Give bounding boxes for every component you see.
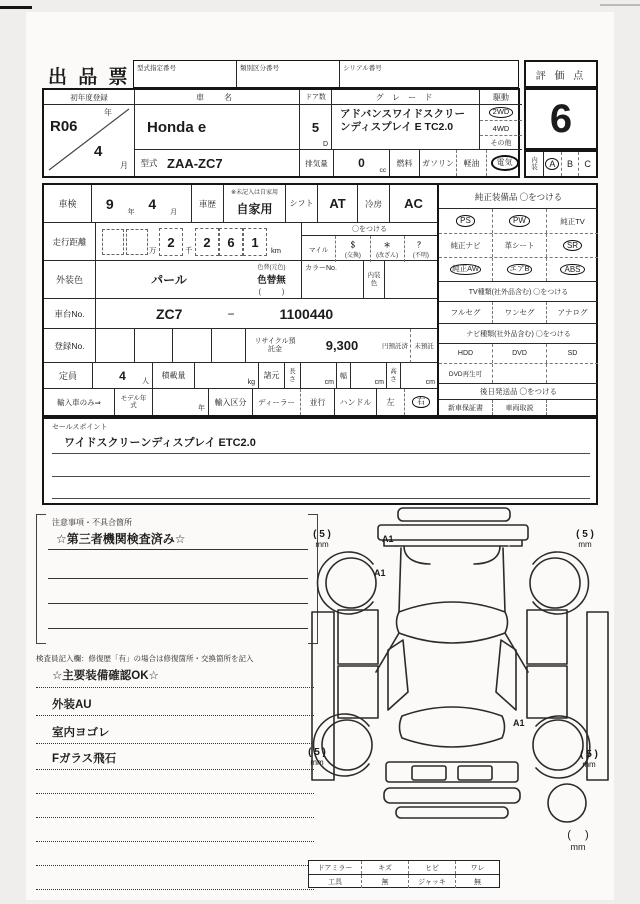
- first-reg-month: 4: [94, 143, 103, 160]
- tread-fr-unit: mm: [578, 540, 592, 549]
- mileage-sen-unit: 千: [185, 246, 193, 255]
- equip-genuine-tv: 純正TV: [546, 209, 598, 233]
- rear-lamp-left: [412, 766, 446, 780]
- import-division-label: 輸入区分: [208, 389, 252, 415]
- history-cell: [224, 185, 286, 223]
- notes-rule-2: [48, 578, 308, 579]
- drive-option-4wd: 4WD: [480, 120, 522, 135]
- navi-type-title: ナビ種類(社外品含む) 〇をつける: [439, 323, 598, 343]
- rear-bumper-strip: [396, 807, 508, 818]
- shaken-label: 車検: [44, 185, 92, 223]
- drive-label: 駆動: [480, 90, 522, 105]
- spec-width-unit: cm: [374, 379, 384, 386]
- capacity-label: 定員: [44, 363, 92, 389]
- right-panel-2: [527, 666, 567, 718]
- jack-label: ジャッキ: [408, 875, 455, 888]
- doors-label: ドア数: [300, 90, 332, 105]
- dvd-playable: DVD再生可: [448, 371, 483, 378]
- chassis-prefix: ZC7: [156, 305, 183, 322]
- sales-point-text: ワイドスクリーンディスプレイ ETC2.0: [64, 437, 256, 449]
- registration-no-cells: [96, 329, 246, 363]
- handle-right: [404, 389, 437, 415]
- tread-rear-right: [571, 749, 607, 769]
- front-right-wheel: [530, 558, 580, 608]
- inspector-entry-2: 外装AU: [52, 699, 92, 711]
- inspector-line-4: [36, 769, 314, 770]
- tread-rr-unit: mm: [582, 760, 596, 769]
- front-bumper-top: [398, 508, 510, 521]
- spec-length-text: 長さ: [289, 368, 296, 383]
- damage-mark-1: A1: [382, 534, 394, 544]
- cowl-arc-right: [474, 546, 500, 564]
- tread-rear-left: [299, 747, 335, 767]
- interior-grade-a: [544, 152, 561, 176]
- tread-spare-value: ( ): [567, 829, 589, 841]
- equip-sr: [546, 234, 598, 257]
- first-reg-month-unit: 月: [120, 161, 128, 170]
- doors-cell: [300, 105, 332, 150]
- spec-length-cell: [300, 363, 336, 389]
- equip-genuine-navi: 純正ナビ: [450, 241, 481, 250]
- doors-sub: D: [322, 141, 328, 148]
- rear-bumper: [384, 788, 520, 803]
- equip-airbag: [492, 258, 546, 281]
- handle-left: 左: [376, 389, 404, 415]
- tread-fr-value: ( 5 ): [576, 529, 594, 540]
- inspector-line-7: [36, 841, 314, 842]
- ship-later-row: [439, 399, 598, 415]
- odometer-marks: [302, 223, 437, 261]
- model-year-cell: [152, 389, 208, 415]
- color-change-label: 色替(元色): [257, 265, 286, 271]
- color-no-cell: [302, 261, 364, 299]
- mileage-unit: km: [271, 246, 281, 255]
- mileage-man-unit: 万: [149, 246, 157, 255]
- model-designation-number-cell: [134, 61, 237, 87]
- dvd-play-row: [439, 363, 598, 383]
- equip-abs: [546, 258, 598, 281]
- sales-rule-2: [52, 476, 590, 477]
- exterior-color-label: 外装色: [44, 261, 96, 299]
- serial-number-cell: [340, 61, 518, 87]
- displacement-unit: cc: [379, 167, 386, 174]
- equip-sr-circle: SR: [563, 240, 582, 251]
- shaken-year: 9: [105, 195, 114, 212]
- inspector-line-6: [36, 817, 314, 818]
- interior-color-label-cell: [364, 261, 384, 299]
- odo-mark-replaced: [335, 236, 369, 262]
- odo-mark-tampered: [370, 236, 404, 262]
- load-label: 積載量: [152, 363, 194, 389]
- ship-manual: 車両取説: [492, 400, 546, 415]
- interior-color-value-cell: [384, 261, 437, 299]
- fuel-option-electric: [486, 150, 522, 176]
- navi-dvd: DVD: [492, 344, 546, 363]
- equip-aw-circle: 純正AW: [452, 264, 479, 274]
- notes-rule-1: [48, 549, 308, 550]
- tv-type-row: [439, 301, 598, 323]
- odo-marks-header: 〇をつける: [302, 223, 437, 236]
- tread-rl-value: ( 5 ): [308, 747, 326, 758]
- model-year-text: モデル年式: [120, 394, 147, 409]
- left-panel-2: [338, 666, 378, 718]
- mirror-crack: ヒビ: [408, 861, 455, 874]
- handle-right-circle: 右: [412, 396, 431, 408]
- scan-mark-right: [600, 4, 640, 6]
- drive-2wd-circle: 2WD: [489, 107, 514, 118]
- score-value: 6: [524, 88, 598, 150]
- mirror-tool-table: [308, 860, 500, 888]
- cooling-label: 冷房: [358, 185, 390, 223]
- notes-rule-3: [48, 603, 308, 604]
- interior-grade-b: B: [561, 152, 579, 176]
- reg-no-cell: [173, 329, 212, 362]
- recycle-value: 9,300: [304, 329, 380, 363]
- equipment-title: 純正装備品 〇をつける: [439, 185, 598, 209]
- inspector-line-8: [36, 865, 314, 866]
- specs-label: 諸元: [258, 363, 284, 389]
- import-parallel: 並行: [300, 389, 334, 415]
- inspector-line-2: [36, 715, 314, 716]
- mirror-break: ワレ: [455, 861, 499, 874]
- a-pillar-left: [399, 548, 401, 612]
- inspector-title: 検査員記入欄：修復歴「有」の場合は修復箇所・交換箇所を記入: [36, 654, 254, 663]
- recycle-paid-text: 円預託済: [382, 343, 408, 350]
- notes-title: 注意事項・不具合箇所: [52, 518, 132, 527]
- tread-front-right: [567, 529, 603, 549]
- capacity-unit: 人: [142, 378, 149, 385]
- sales-point-box: [42, 417, 598, 505]
- classification-number-cell: [237, 61, 340, 87]
- dvd-empty-1: [492, 364, 546, 383]
- model-year-label: [114, 389, 152, 415]
- history-value: 自家用: [236, 201, 273, 216]
- right-panel-1: [527, 610, 567, 664]
- import-dealer: ディーラー: [252, 389, 300, 415]
- interior-grade-c: C: [578, 152, 596, 176]
- history-label: 車歴: [192, 185, 224, 223]
- history-note: ※未記入は自家用: [230, 190, 279, 196]
- equip-row-2: [439, 233, 598, 257]
- handle-label: ハンドル: [334, 389, 376, 415]
- interior-color-label: 内装色: [367, 272, 381, 287]
- spec-height-text: 高さ: [390, 368, 397, 383]
- tv-fullseg: フルセグ: [450, 308, 481, 317]
- shaken-value: [92, 185, 192, 223]
- equip-pw-circle: PW: [509, 215, 530, 226]
- spec-height-cell: [400, 363, 437, 389]
- dvd-empty-2: [546, 364, 598, 383]
- load-unit: kg: [247, 379, 255, 386]
- fuel-electric-circle: 電気: [491, 155, 519, 170]
- capacity-cell: [92, 363, 152, 389]
- shaken-year-unit: 年: [127, 209, 135, 216]
- a-pillar-right: [503, 548, 505, 612]
- spec-length-unit: cm: [324, 379, 334, 386]
- model-code-value: ZAA-ZC7: [163, 150, 300, 176]
- front-tab-right: [510, 540, 522, 546]
- odo-mark-mile: [302, 236, 335, 262]
- recycle-unpaid: 未預託: [410, 329, 437, 363]
- odo-replaced-sym: ＄: [349, 241, 357, 249]
- score-label: 評 価 点: [524, 60, 598, 88]
- tool-label: 工具: [328, 878, 342, 886]
- mileage-digit-5: 6: [219, 228, 243, 256]
- odo-tampered-sym: ＊: [383, 241, 391, 249]
- displacement-label: 排気量: [300, 150, 334, 176]
- inspector-line-3: [36, 743, 314, 744]
- ship-empty: [546, 400, 598, 415]
- color-change-value: 色替無: [257, 274, 286, 286]
- doors-value: 5: [311, 119, 320, 135]
- sales-rule-1: [52, 453, 590, 454]
- rear-panel: [386, 762, 518, 782]
- mileage-digit-3: 2: [159, 228, 183, 256]
- spec-height-label: [386, 363, 400, 389]
- ship-warranty: 新車保証書: [448, 404, 483, 412]
- spec-width-label: 幅: [336, 363, 350, 389]
- drive-option-2wd: [480, 105, 522, 120]
- inspector-entry-1: ☆主要装備確認OK☆: [52, 670, 159, 682]
- first-registration-label: 初年度登録: [44, 90, 135, 105]
- grade-value: アドバンスワイドスクリーンディスプレイ E TC2.0: [332, 105, 480, 150]
- mileage-digit-4: 2: [195, 228, 219, 256]
- notes-bracket-left: [36, 514, 46, 644]
- inspector-entry-4: Fガラス飛石: [52, 753, 117, 765]
- car-name-value: Honda e: [135, 105, 300, 150]
- odo-unknown-sym: ？: [417, 241, 425, 249]
- tread-spare-unit: mm: [570, 842, 586, 852]
- recycle-label: [246, 329, 304, 363]
- mileage-label: 走行距離: [44, 223, 96, 261]
- equip-pw: [492, 209, 546, 233]
- drive-option-other: その他: [480, 135, 522, 150]
- reg-no-cell: [135, 329, 174, 362]
- tread-fl-unit: mm: [315, 540, 329, 549]
- interior-grade-box: [524, 150, 598, 178]
- first-reg-year-unit: 年: [104, 108, 112, 117]
- condition-table: [42, 183, 598, 417]
- tv-analog: アナログ: [546, 302, 598, 323]
- equip-leather-seat: 革シート: [492, 234, 546, 257]
- equip-abs-circle: ABS: [560, 264, 584, 275]
- equip-genuine-aw: [439, 258, 492, 281]
- notes-rule-4: [48, 628, 308, 629]
- tv-oneseg: ワンセグ: [492, 302, 546, 323]
- tread-fl-value: ( 5 ): [313, 529, 331, 540]
- color-change-cell: [242, 261, 302, 299]
- fuel-option-gasoline: ガソリン: [422, 158, 454, 168]
- interior-a-circle: A: [545, 158, 559, 170]
- chassis-no-value: [96, 299, 437, 329]
- grade-label: グ レ ー ド: [332, 90, 480, 105]
- equip-airbag-circle: エアB: [509, 264, 530, 274]
- car-name-label: 車 名: [135, 90, 300, 105]
- displacement-value: 0: [358, 156, 365, 170]
- import-only-label: 輸入車のみ⇒: [57, 397, 101, 407]
- header-number-strip: [133, 60, 519, 88]
- tool-none: 無: [361, 875, 408, 888]
- inspector-line-1: [36, 687, 314, 688]
- first-registration-cell: [44, 105, 135, 176]
- notes-text: ☆第三者機関検査済み☆: [56, 532, 186, 546]
- cowl-arc-left: [404, 546, 430, 564]
- car-diagram: [300, 500, 640, 868]
- fuel-option-diesel: 軽油: [456, 150, 486, 176]
- odo-replaced-label: (交換): [344, 252, 361, 259]
- front-left-wheel: [326, 558, 376, 608]
- tread-front-left: [304, 529, 340, 549]
- odo-mile-label: マイル: [308, 246, 329, 254]
- registration-no-label: 登録No.: [44, 329, 96, 363]
- ship-later-title: 後日発送品 〇をつける: [439, 383, 598, 399]
- model-year-unit: 年: [198, 405, 205, 412]
- door-mirror-label: ドアミラー: [317, 864, 353, 872]
- load-cell: [194, 363, 258, 389]
- mirror-row: [309, 861, 499, 875]
- spec-length-label: [284, 363, 300, 389]
- chassis-no-label: 車台No.: [44, 299, 96, 329]
- navi-type-row: [439, 343, 598, 363]
- equip-row-1: [439, 209, 598, 233]
- damage-mark-3: A1: [513, 718, 525, 728]
- tv-type-title: TV種類(社外品含む) 〇をつける: [439, 281, 598, 301]
- interior-label-text: 内装: [531, 156, 538, 171]
- tool-row: [309, 875, 499, 888]
- interior-label: [526, 152, 544, 176]
- classification-number-label: 類別区分番号: [240, 65, 279, 72]
- color-change-paren: ( ): [258, 289, 285, 296]
- recycle-paid: [380, 329, 410, 363]
- capacity-value: 4: [119, 368, 126, 383]
- equip-row-3: [439, 257, 598, 281]
- mileage-digit-2: [126, 229, 148, 255]
- equip-ps: [439, 209, 492, 233]
- rear-lamp-right: [458, 766, 492, 780]
- damage-mark-2: A1: [374, 568, 386, 578]
- model-code-label: 型式: [140, 158, 158, 168]
- tread-rl-unit: mm: [310, 758, 324, 767]
- front-panel: [378, 525, 528, 540]
- equip-ps-circle: PS: [456, 215, 475, 226]
- rear-glass: [400, 707, 505, 747]
- sales-rule-3: [52, 498, 590, 499]
- chassis-dash: −: [227, 306, 235, 321]
- recycle-label-text: リサイクル預託金: [254, 337, 296, 353]
- door-window-right: [496, 640, 516, 710]
- first-reg-year: R06: [50, 118, 78, 135]
- tread-spare: [556, 826, 600, 852]
- spec-width-cell: [350, 363, 386, 389]
- reg-no-cell: [96, 329, 135, 362]
- mirror-scratch: キズ: [361, 861, 408, 874]
- exterior-color-value: パール: [96, 261, 242, 299]
- cooling-value: AC: [390, 185, 437, 223]
- inspector-entry-3: 室内ヨゴレ: [52, 727, 110, 739]
- equipment-panel: [437, 185, 596, 415]
- inspector-line-9: [36, 889, 314, 890]
- color-no-label: カラーNo.: [305, 265, 337, 272]
- chassis-serial: 1100440: [279, 305, 334, 322]
- vehicle-info-table: [42, 88, 520, 178]
- fuel-label: 燃料: [390, 150, 420, 176]
- model-designation-number-label: 型式指定番号: [137, 65, 176, 72]
- windshield-roof: [397, 602, 508, 643]
- inspector-line-5: [36, 793, 314, 794]
- serial-number-label: シリアル番号: [343, 65, 382, 72]
- tread-rr-value: ( 5 ): [580, 749, 598, 760]
- odo-unknown-label: (不明): [412, 252, 429, 259]
- shift-label: シフト: [286, 185, 318, 223]
- shift-value: AT: [318, 185, 358, 223]
- mileage-digit-6: 1: [243, 228, 267, 256]
- mileage-digit-1: [102, 229, 124, 255]
- left-panel-1: [338, 610, 378, 664]
- scan-mark-left: [0, 6, 32, 9]
- navi-sd: SD: [546, 344, 598, 363]
- sheet-title: 出 品 票: [48, 67, 131, 88]
- door-window-left: [388, 640, 408, 710]
- odo-tampered-label: (改ざん): [376, 252, 399, 259]
- mileage-cell: [96, 223, 302, 261]
- odo-mark-unknown: [404, 236, 437, 262]
- shaken-month-unit: 月: [170, 209, 178, 216]
- shaken-month: 4: [148, 195, 157, 212]
- spec-height-unit: cm: [425, 379, 435, 386]
- spare-tire: [548, 784, 586, 822]
- reg-no-cell: [212, 329, 246, 362]
- displacement-cell: [334, 150, 390, 176]
- jack-none: 無: [455, 875, 499, 888]
- sales-point-label: セールスポイント: [52, 424, 108, 431]
- navi-hdd: HDD: [457, 350, 474, 357]
